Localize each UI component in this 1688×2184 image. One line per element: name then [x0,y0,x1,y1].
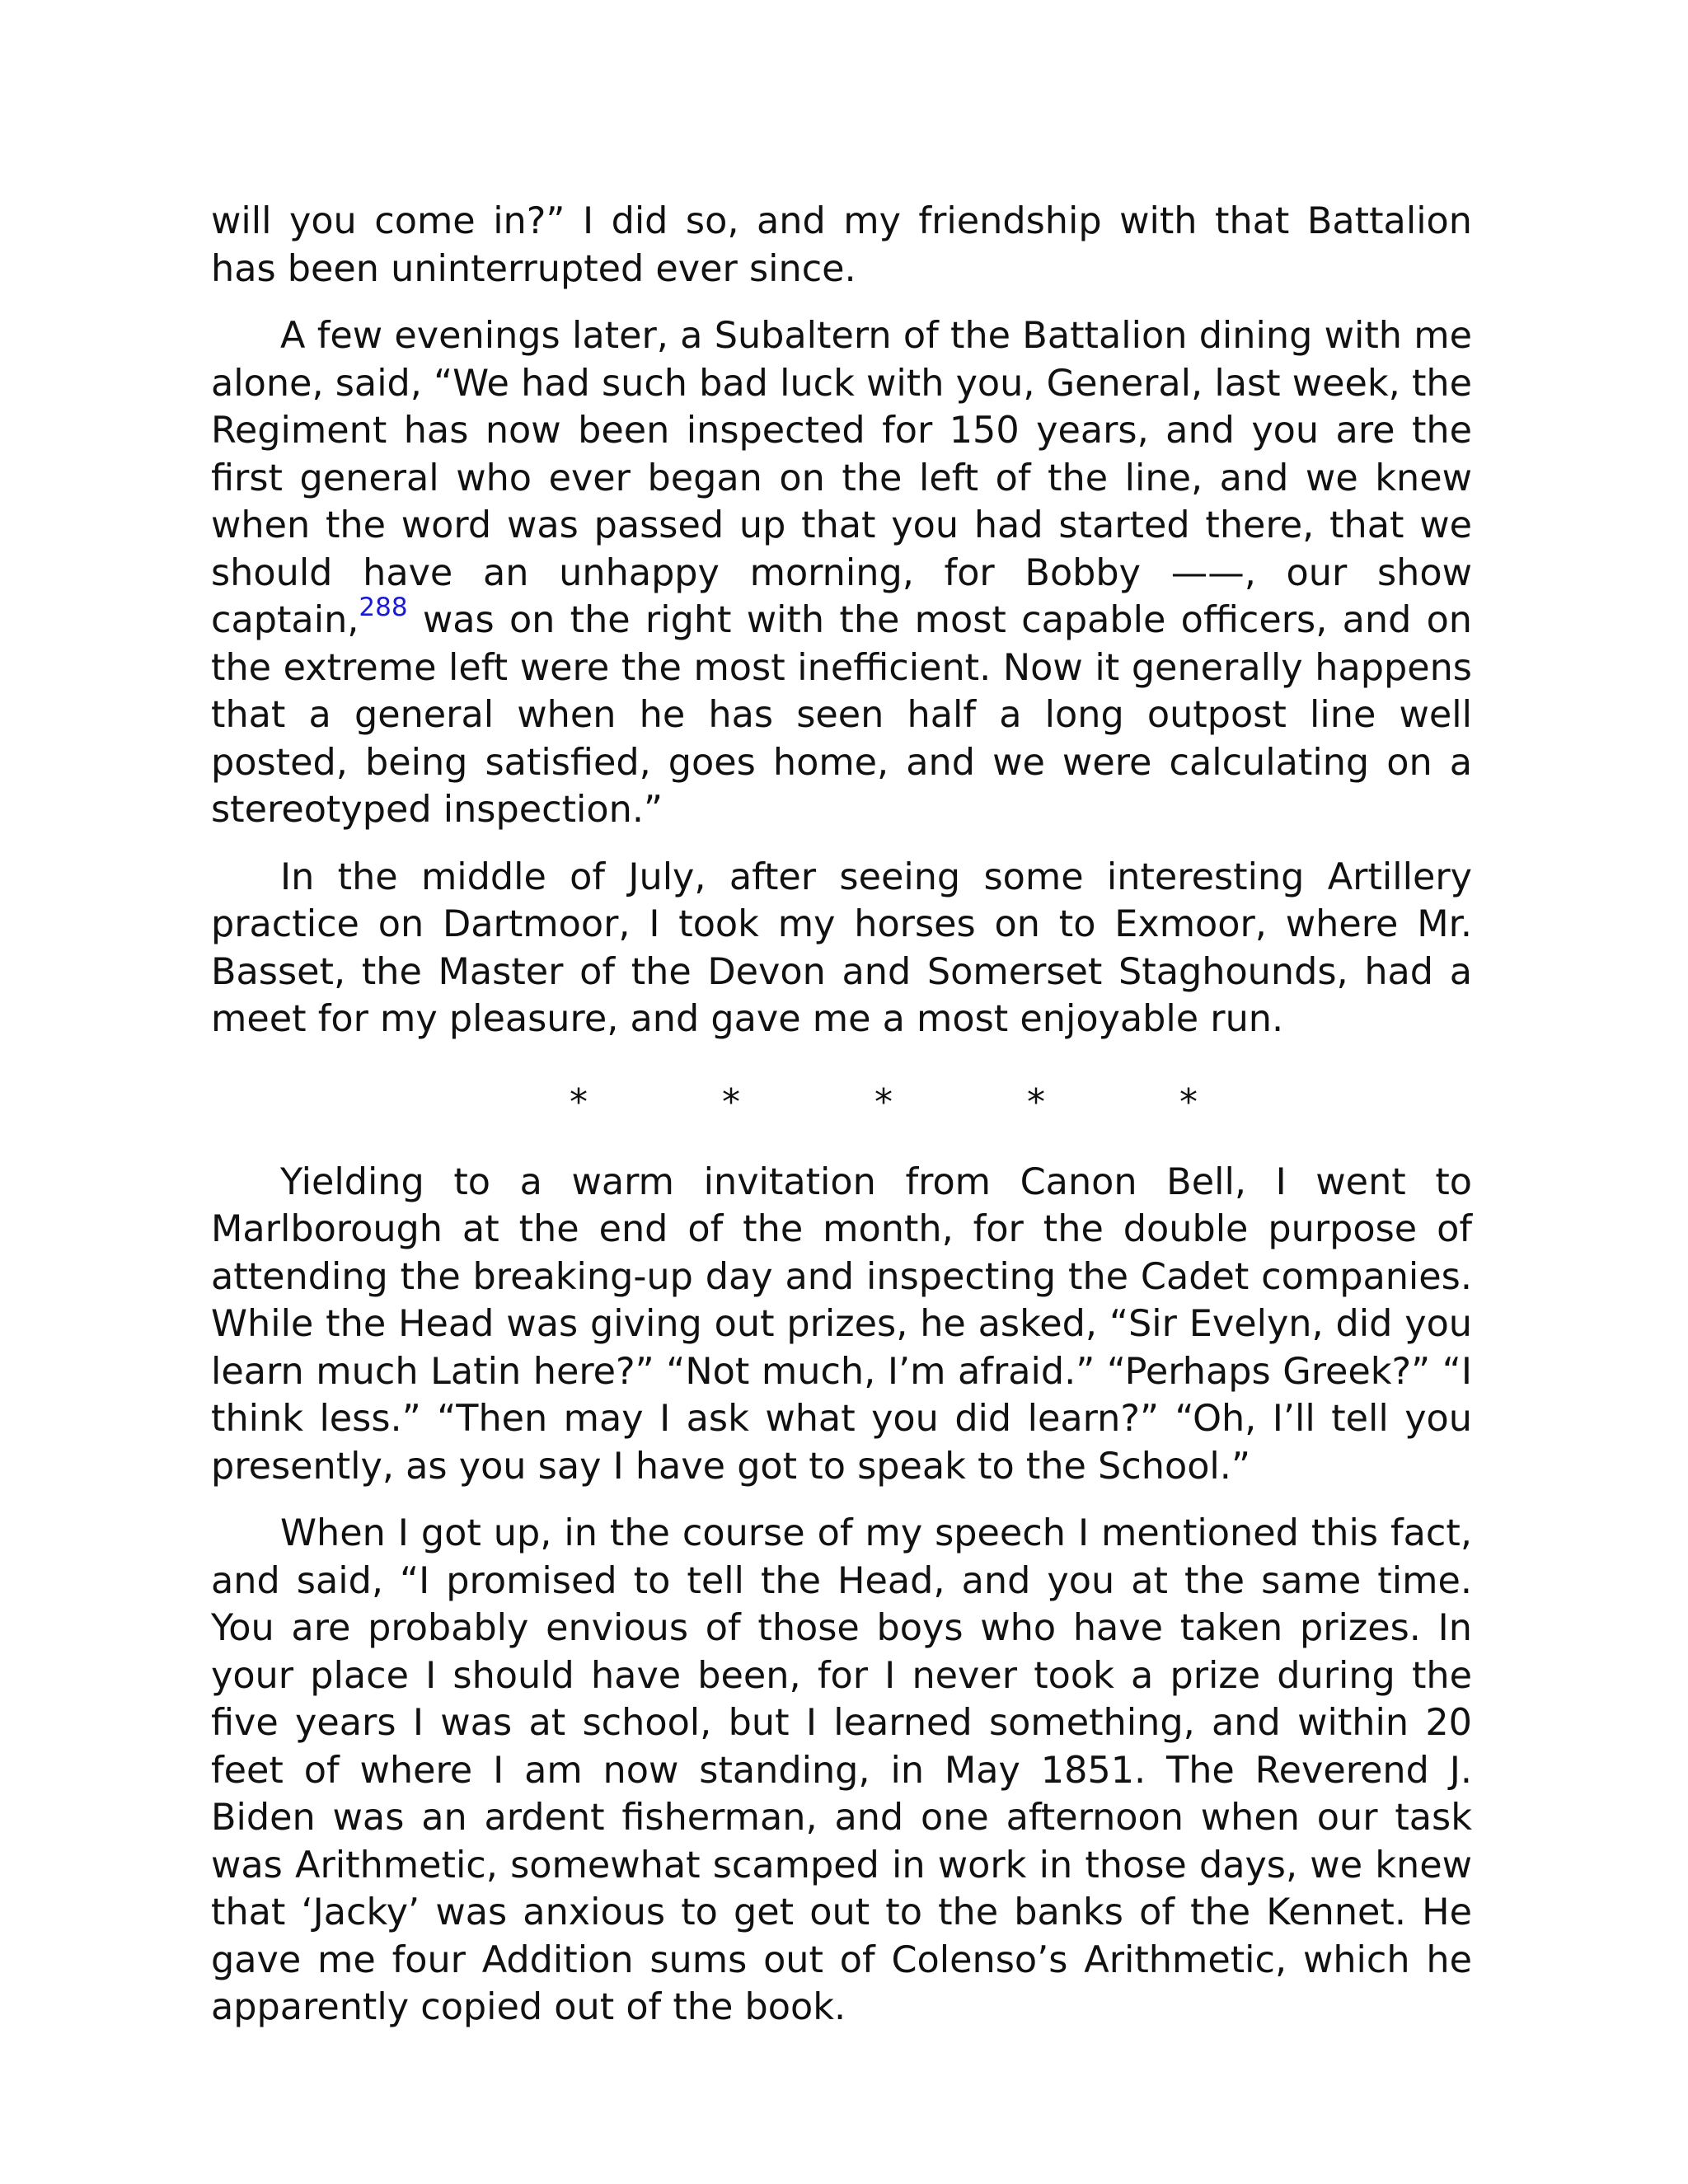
paragraph-4 [211,1159,1472,1491]
separator-asterisk: * [722,1080,740,1123]
separator-asterisk: * [1179,1080,1198,1123]
paragraph-1-text: will you come in?” I did so, and my friendship with that Battalion has been uninterrupted ever since. [211,200,1472,290]
paragraph-2-text-before-ref: A few evenings later, a Subaltern of the Battalion dining with me alone, said, “We had such bad luck with you, General, last week, the Regiment has now been inspected for 150 years, and you are the first general who ever began on the left of the line, and we knew when the word was passed up that you had started there, that we should have an unhappy morning, for Bobby ——, our show captain, [211,315,1472,641]
separator-asterisk: * [1027,1080,1045,1123]
separator-asterisk: * [570,1080,588,1123]
paragraph-4-text: Yielding to a warm invitation from Canon Bell, I went to Marlborough at the end of the month, for the double purpose of attending the breaking-up day and inspecting the Cadet companies. While the Head was giving out prizes, he asked, “Sir Evelyn, did you learn much Latin here?” “Not much, I’m afraid.” “Perhaps Greek?” “I think less.” “Then may I ask what you did learn?” “Oh, I’ll tell you presently, as you say I have got to speak to the School.” [211,1160,1472,1488]
page-body [211,198,1472,2051]
paragraph-5-text: When I got up, in the course of my speech I mentioned this fact, and said, “I promised to tell the Head, and you at the same time. You are probably envious of those boys who have taken prizes. In your place I should have been, for I never took a prize during the five years I was at school, but I learned something, and within 20 feet of where I am now standing, in May 1851. The Reverend J. Biden was an ardent fisherman, and one afternoon when our task was Arithmetic, somewhat scamped in work in those days, we knew that ‘Jacky’ was anxious to get out to the banks of the Kennet. He gave me four Addition sums out of Colenso’s Arithmetic, which he apparently copied out of the book. [211,1512,1472,2028]
section-separator [211,1078,1472,1127]
footnote-ref-link[interactable]: 288 [359,593,408,622]
paragraph-3-text: In the middle of July, after seeing some interesting Artillery practice on Dartmoor, I took my horses on to Exmoor, where Mr. Basset, the Master of the Devon and Somerset Staghounds, had a meet for my pleasure, and gave me a most enjoyable run. [211,855,1472,1040]
paragraph-1 [211,198,1472,293]
paragraph-2-text-after-ref: was on the right with the most capable officers, and on the extreme left were the most inefficient. Now it generally happens that a general when he has seen half a long outpost line well posted, being satisfied, goes home, and we were calculating on a stereotyped inspection.” [211,599,1472,831]
paragraph-3 [211,854,1472,1043]
separator-asterisk: * [874,1080,893,1123]
paragraph-2 [211,312,1472,834]
paragraph-5 [211,1510,1472,2032]
